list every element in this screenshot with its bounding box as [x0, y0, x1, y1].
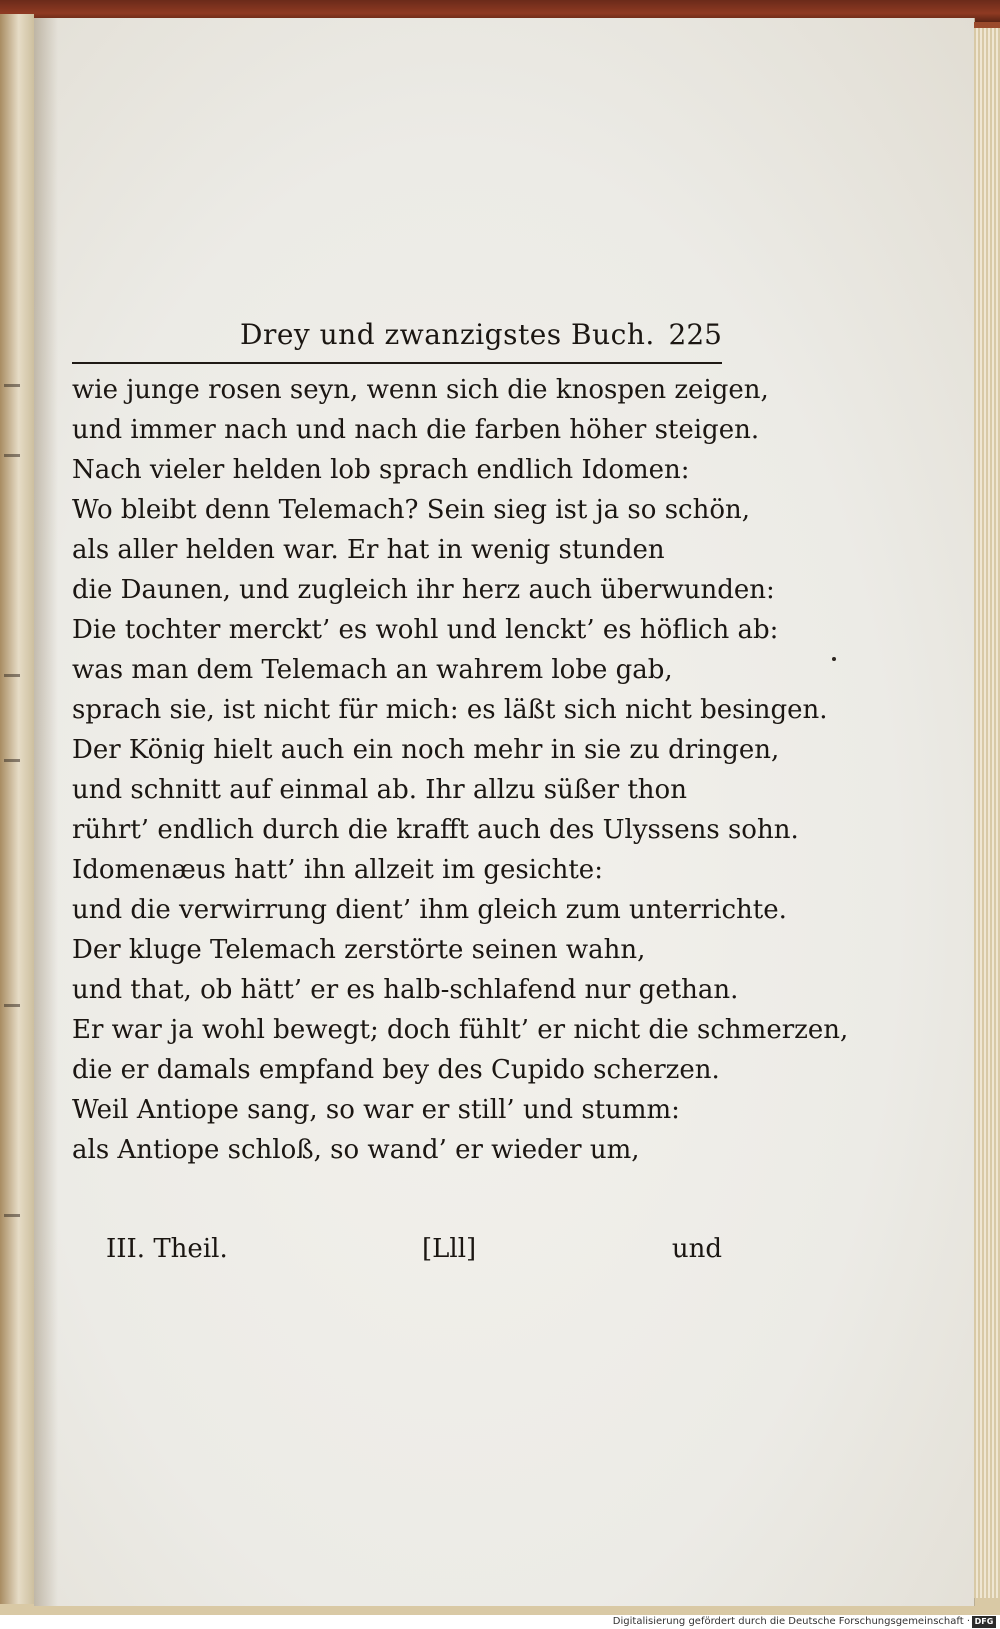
dfg-logo: DFG — [972, 1616, 996, 1628]
text-line: die Daunen, und zugleich ihr herz auch überwunden: — [72, 575, 775, 605]
text-line: Die tochter merckt’ es wohl und lenckt’ es höflich ab: — [72, 615, 779, 645]
ink-spot — [832, 657, 836, 661]
digitization-credit — [0, 1615, 1000, 1629]
text-line: Der kluge Telemach zerstörte seinen wahn, — [72, 935, 646, 965]
text-line: und that, ob hätt’ er es halb-schlafend nur gethan. — [72, 975, 739, 1005]
text-line: Er war ja wohl bewegt; doch fühlt’ er nicht die schmerzen, — [72, 1015, 849, 1045]
text-line: wie junge rosen seyn, wenn sich die knospen zeigen, — [72, 375, 769, 405]
running-head — [72, 318, 722, 358]
text-line: Nach vieler helden lob sprach endlich Idomen: — [72, 455, 690, 485]
text-line: Weil Antiope sang, so war er still’ und stumm: — [72, 1095, 680, 1125]
text-line: sprach sie, ist nicht für mich: es läßt sich nicht besingen. — [72, 695, 828, 725]
text-line: die er damals empfand bey des Cupido scherzen. — [72, 1055, 720, 1085]
text-fragment — [4, 384, 20, 387]
head-rule — [72, 362, 722, 364]
text-fragment — [4, 674, 20, 677]
facing-page-text-fragments — [0, 14, 34, 1604]
poem-text — [72, 370, 849, 1170]
text-line: rührt’ endlich durch die krafft auch des Ulyssens sohn. — [72, 815, 799, 845]
page-gutter-shadow — [34, 18, 58, 1606]
catchword: und — [671, 1234, 722, 1264]
text-line: und immer nach und nach die farben höher steigen. — [72, 415, 760, 445]
text-fragment — [4, 759, 20, 762]
facing-page-edge — [0, 14, 34, 1604]
text-fragment — [4, 454, 20, 457]
page-number: 225 — [668, 318, 722, 351]
text-line: als Antiope schloß, so wand’ er wieder um, — [72, 1135, 640, 1165]
page-edges — [974, 28, 1000, 1598]
running-head-title: Drey und zwanzigstes Buch. — [240, 318, 655, 351]
text-line: und die verwirrung dient’ ihm gleich zum unterrichte. — [72, 895, 787, 925]
text-line: Idomenæus hatt’ ihn allzeit im gesichte: — [72, 855, 603, 885]
credit-text: Digitalisierung gefördert durch die Deutsche Forschungsgemeinschaft · — [612, 1616, 970, 1627]
text-line: was man dem Telemach an wahrem lobe gab, — [72, 655, 673, 685]
text-line: und schnitt auf einmal ab. Ihr allzu süßer thon — [72, 775, 687, 805]
signature-mark: III. Theil. — [106, 1234, 228, 1264]
text-fragment — [4, 1004, 20, 1007]
page-footer — [72, 1234, 722, 1274]
text-line: als aller helden war. Er hat in wenig stunden — [72, 535, 665, 565]
text-fragment — [4, 1214, 20, 1217]
text-line: Wo bleibt denn Telemach? Sein sieg ist ja so schön, — [72, 495, 751, 525]
gathering-mark: [Lll] — [422, 1234, 477, 1264]
text-line: Der König hielt auch ein noch mehr in sie zu dringen, — [72, 735, 780, 765]
